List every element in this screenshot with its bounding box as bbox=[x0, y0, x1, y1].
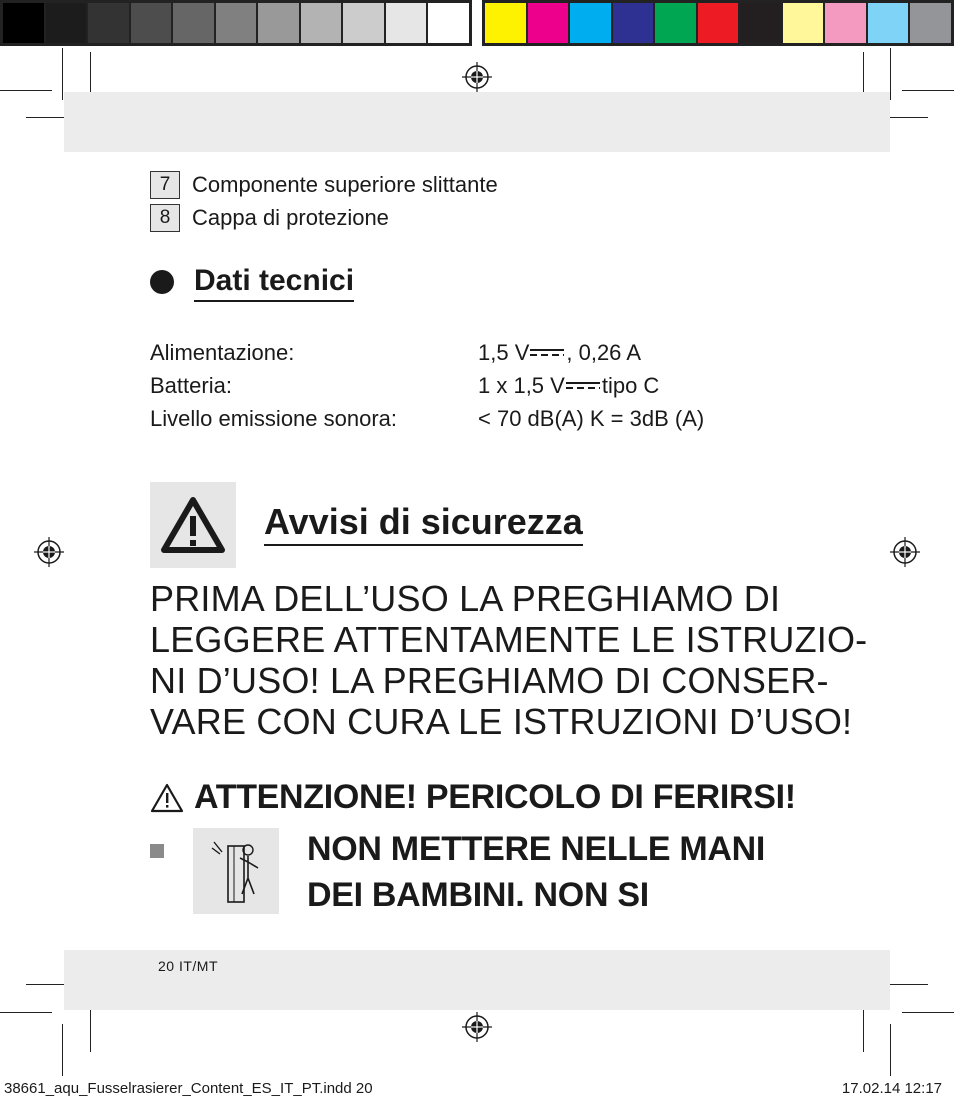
date-slug: 17.02.14 12:17 bbox=[841, 1080, 942, 1097]
crop-mark bbox=[0, 1012, 52, 1013]
crop-mark bbox=[902, 90, 954, 91]
kid-line: NON METTERE NELLE MANI bbox=[307, 830, 766, 868]
bullet-dot-icon bbox=[150, 270, 174, 294]
instructions-warning bbox=[150, 578, 868, 742]
spec-label: Batteria: bbox=[150, 373, 232, 398]
spec-value: 1,5 V , 0,26 A bbox=[478, 340, 641, 365]
bullet-square-icon bbox=[150, 844, 164, 858]
color-swatch bbox=[485, 3, 528, 43]
gray-calibration-bar bbox=[0, 0, 472, 46]
header-band bbox=[64, 92, 890, 152]
color-swatch bbox=[301, 3, 344, 43]
color-swatch bbox=[570, 3, 613, 43]
part-item bbox=[150, 204, 389, 232]
color-calibration-bar bbox=[482, 0, 954, 46]
crop-mark bbox=[888, 984, 928, 985]
registration-mark-icon bbox=[462, 62, 492, 92]
crop-mark bbox=[26, 117, 66, 118]
color-swatch bbox=[3, 3, 46, 43]
caps-line: LEGGERE ATTENTAMENTE LE ISTRUZIO- bbox=[150, 619, 868, 660]
warning-box bbox=[150, 482, 236, 568]
color-swatch bbox=[258, 3, 301, 43]
color-swatch bbox=[613, 3, 656, 43]
spec-label: Livello emissione sonora: bbox=[150, 406, 398, 431]
part-label: Cappa di protezione bbox=[192, 205, 389, 230]
part-number: 8 bbox=[150, 204, 180, 232]
child-warning-text bbox=[307, 826, 765, 918]
caps-line: NI D’USO! LA PREGHIAMO DI CONSER- bbox=[150, 660, 829, 701]
color-swatch bbox=[216, 3, 259, 43]
child-warning-box bbox=[193, 828, 279, 914]
crop-mark bbox=[890, 1024, 891, 1076]
dc-symbol-icon bbox=[530, 348, 564, 358]
part-item bbox=[150, 171, 498, 199]
color-swatch bbox=[698, 3, 741, 43]
child-warning-icon bbox=[208, 836, 264, 906]
color-swatch bbox=[528, 3, 571, 43]
color-swatch bbox=[825, 3, 868, 43]
crop-mark bbox=[62, 1024, 63, 1076]
safety-heading: Avvisi di sicurezza bbox=[264, 500, 583, 546]
color-swatch bbox=[173, 3, 216, 43]
spec-label: Alimentazione: bbox=[150, 340, 295, 365]
crop-mark bbox=[863, 1004, 864, 1052]
caps-line: PRIMA DELL’USO LA PREGHIAMO DI bbox=[150, 578, 781, 619]
part-label: Componente superiore slittante bbox=[192, 172, 498, 197]
color-swatch bbox=[88, 3, 131, 43]
color-swatch bbox=[740, 3, 783, 43]
kid-line: DEI BAMBINI. NON SI bbox=[307, 876, 649, 914]
color-swatch bbox=[386, 3, 429, 43]
crop-mark bbox=[90, 1004, 91, 1052]
dc-symbol-icon bbox=[566, 381, 600, 391]
registration-mark-icon bbox=[34, 537, 64, 567]
crop-mark bbox=[888, 117, 928, 118]
crop-mark bbox=[0, 90, 52, 91]
warning-triangle-icon bbox=[150, 783, 184, 813]
spec-value: < 70 dB(A) K = 3dB (A) bbox=[478, 406, 705, 431]
crop-mark bbox=[62, 48, 63, 100]
color-swatch bbox=[783, 3, 826, 43]
color-swatch bbox=[343, 3, 386, 43]
tech-data-heading: Dati tecnici bbox=[150, 262, 354, 302]
registration-mark-icon bbox=[890, 537, 920, 567]
color-swatch bbox=[655, 3, 698, 43]
color-swatch bbox=[868, 3, 911, 43]
file-slug: 38661_aqu_Fusselrasierer_Content_ES_IT_PT.indd 20 bbox=[4, 1080, 373, 1097]
spec-value: 1 x 1,5 V tipo C bbox=[478, 373, 660, 398]
crop-mark bbox=[902, 1012, 954, 1013]
caps-line: VARE CON CURA LE ISTRUZIONI D’USO! bbox=[150, 701, 853, 742]
crop-mark bbox=[890, 48, 891, 100]
part-number: 7 bbox=[150, 171, 180, 199]
crop-mark bbox=[26, 984, 66, 985]
color-swatch bbox=[910, 3, 951, 43]
page-number: 20 IT/MT bbox=[158, 958, 219, 974]
registration-mark-icon bbox=[462, 1012, 492, 1042]
warning-triangle-icon bbox=[160, 496, 226, 554]
color-swatch bbox=[131, 3, 174, 43]
attention-heading: ATTENZIONE! PERICOLO DI FERIRSI! bbox=[150, 778, 796, 817]
color-swatch bbox=[46, 3, 89, 43]
color-swatch bbox=[428, 3, 469, 43]
